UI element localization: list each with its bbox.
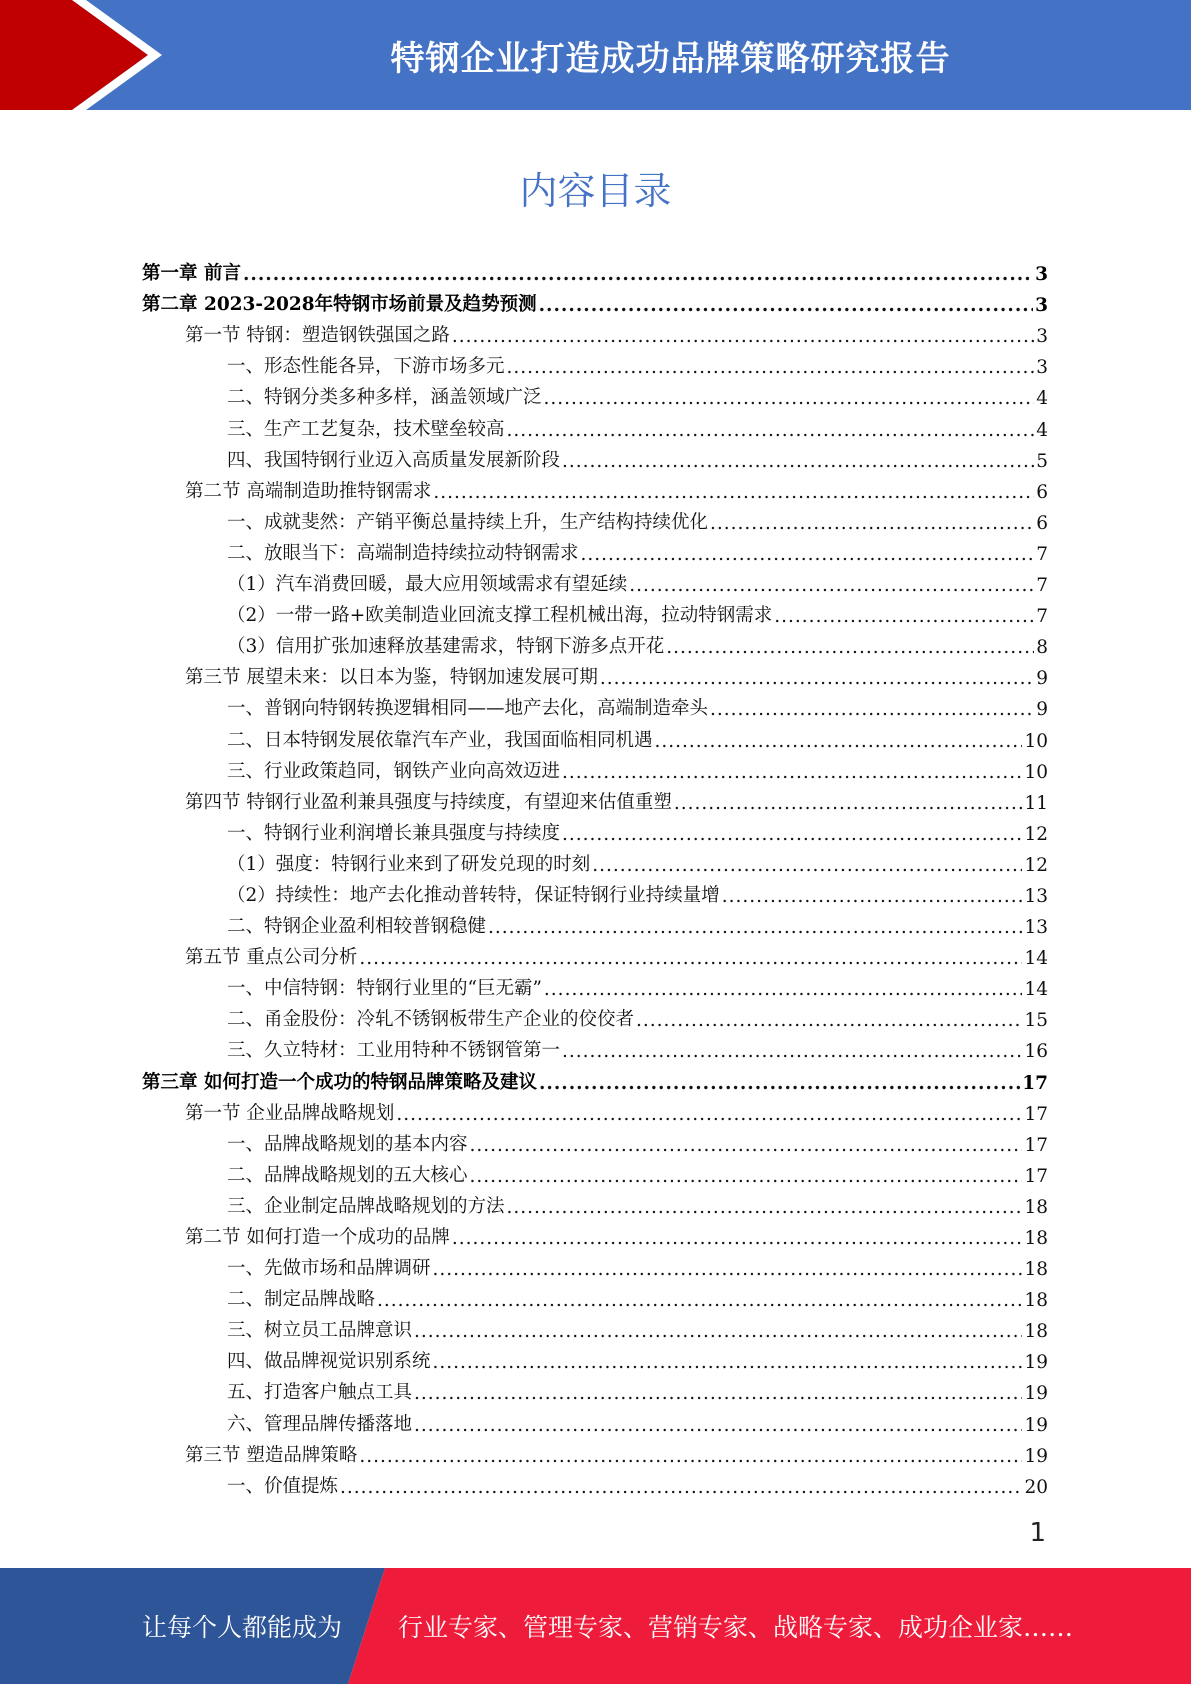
toc-entry-title: 一、形态性能各异，下游市场多元 <box>227 356 505 378</box>
toc-entry[interactable] <box>142 409 1048 440</box>
toc-entry-title: 第二节 如何打造一个成功的品牌 <box>185 1227 450 1248</box>
toc-entry-page: 12 <box>1024 854 1048 876</box>
toc-entry-page: 17 <box>1024 1103 1048 1125</box>
toc-entry-page: 16 <box>1024 1041 1048 1063</box>
toc-entry-page: 3 <box>1035 295 1048 317</box>
toc-dot-leader <box>592 855 1022 876</box>
toc-dot-leader <box>710 513 1034 534</box>
toc-entry[interactable] <box>142 907 1048 938</box>
toc-entry-page: 18 <box>1024 1321 1048 1343</box>
toc-entry[interactable] <box>142 876 1048 907</box>
toc-entry[interactable] <box>142 1436 1048 1467</box>
toc-dot-leader <box>507 1197 1023 1218</box>
toc-entry[interactable] <box>142 814 1048 845</box>
toc-dot-leader <box>414 1321 1022 1342</box>
toc-entry-title: 六、管理品牌传播落地 <box>227 1413 413 1435</box>
toc-entry[interactable] <box>142 1249 1048 1280</box>
report-title: 特钢企业打造成功品牌策略研究报告 <box>390 38 951 79</box>
toc-entry[interactable] <box>142 1094 1048 1125</box>
toc-entry-page: 17 <box>1024 1134 1048 1156</box>
toc-dot-leader <box>359 948 1022 969</box>
toc-entry-title: 一、普钢向特钢转换逻辑相同——地产去化，高端制造牵头 <box>227 698 709 720</box>
toc-entry[interactable] <box>142 1404 1048 1435</box>
toc-entry[interactable] <box>142 254 1048 285</box>
toc-dot-leader <box>340 1477 1022 1498</box>
toc-entry[interactable] <box>142 1000 1048 1031</box>
toc-dot-leader <box>581 544 1035 565</box>
toc-entry[interactable] <box>142 1062 1048 1093</box>
toc-dot-leader <box>539 1073 1020 1094</box>
toc-dot-leader <box>243 264 1033 285</box>
toc-entry[interactable] <box>142 565 1048 596</box>
toc-entry-page: 14 <box>1024 948 1048 970</box>
toc-dot-leader <box>507 357 1035 378</box>
toc-dot-leader <box>359 1446 1022 1467</box>
toc-entry-page: 19 <box>1024 1383 1048 1405</box>
toc-dot-leader <box>396 1104 1022 1125</box>
toc-entry-page: 7 <box>1036 575 1048 597</box>
toc-entry-page: 9 <box>1036 699 1048 721</box>
toc-entry[interactable] <box>142 1031 1048 1062</box>
toc-dot-leader <box>539 295 1034 316</box>
toc-entry[interactable] <box>142 783 1048 814</box>
toc-dot-leader <box>636 1010 1022 1031</box>
toc-entry-page: 17 <box>1022 1072 1048 1094</box>
toc-entry-page: 3 <box>1036 357 1048 379</box>
toc-entry[interactable] <box>142 720 1048 751</box>
toc-entry[interactable] <box>142 316 1048 347</box>
toc-entry-title: 第五节 重点公司分析 <box>185 947 358 969</box>
toc-dot-leader <box>722 886 1023 907</box>
toc-entry-title: 四、做品牌视觉识别系统 <box>227 1351 431 1373</box>
toc-entry[interactable] <box>142 285 1048 316</box>
toc-dot-leader <box>674 793 1023 814</box>
toc-entry-page: 11 <box>1024 792 1048 814</box>
toc-entry-title: 二、品牌战略规划的五大核心 <box>227 1164 468 1186</box>
toc-entry-title: 第一节 特钢：塑造钢铁强国之路 <box>185 325 450 347</box>
toc-dot-leader <box>544 388 1035 409</box>
toc-entry[interactable] <box>142 969 1048 1000</box>
toc-entry-page: 13 <box>1024 917 1048 939</box>
footer-banner <box>0 1568 1191 1684</box>
toc-entry-title: 第一节 企业品牌战略规划 <box>185 1102 395 1124</box>
toc-entry-title: 二、特钢分类多种多样，涵盖领域广泛 <box>227 387 542 409</box>
toc-entry[interactable] <box>142 378 1048 409</box>
toc-entry-title: 三、树立员工品牌意识 <box>227 1320 413 1342</box>
toc-entry-title: （1）汽车消费回暖，最大应用领域需求有望延续 <box>227 574 628 596</box>
toc-dot-leader <box>544 979 1023 1000</box>
toc-heading: 内容目录 <box>519 169 672 213</box>
toc-dot-leader <box>629 575 1034 596</box>
toc-entry-page: 3 <box>1035 264 1048 286</box>
toc-entry-page: 4 <box>1036 419 1048 441</box>
toc-dot-leader <box>414 1415 1022 1436</box>
toc-entry-title: 一、先做市场和品牌调研 <box>227 1258 431 1280</box>
toc-entry-title: 第三节 塑造品牌策略 <box>185 1444 358 1466</box>
toc-entry-title: 四、我国特钢行业迈入高质量发展新阶段 <box>227 449 561 471</box>
toc-entry-page: 18 <box>1024 1196 1048 1218</box>
toc-entry-page: 18 <box>1024 1259 1048 1281</box>
toc-dot-leader <box>562 762 1022 783</box>
toc-dot-leader <box>414 1383 1022 1404</box>
toc-entry-title: 二、甬金股份：冷轧不锈钢板带生产企业的佼佼者 <box>227 1009 635 1031</box>
toc-entry-title: 三、行业政策趋同，钢铁产业向高效迈进 <box>227 760 561 782</box>
toc-entry-title: 五、打造客户触点工具 <box>227 1382 413 1404</box>
toc-entry[interactable] <box>142 627 1048 658</box>
toc-entry[interactable] <box>142 845 1048 876</box>
toc-entry-title: （2）一带一路+欧美制造业回流支撑工程机械出海，拉动特钢需求 <box>227 605 773 627</box>
toc-entry-title: 一、品牌战略规划的基本内容 <box>227 1133 468 1155</box>
toc-dot-leader <box>774 606 1034 627</box>
table-of-contents <box>142 254 1048 1498</box>
toc-entry-title: 第一章 前言 <box>142 263 241 285</box>
toc-dot-leader <box>666 637 1034 658</box>
toc-entry-page: 19 <box>1024 1414 1048 1436</box>
toc-entry-title: 二、放眼当下：高端制造持续拉动特钢需求 <box>227 542 579 564</box>
toc-entry-title: 第二章 2023-2028年特钢市场前景及趋势预测 <box>142 294 537 316</box>
toc-entry-title: 第三章 如何打造一个成功的特钢品牌策略及建议 <box>142 1071 537 1093</box>
toc-entry-title: 一、成就斐然：产销平衡总量持续上升，生产结构持续优化 <box>227 511 709 533</box>
toc-entry[interactable] <box>142 658 1048 689</box>
toc-dot-leader <box>507 420 1035 441</box>
toc-entry-title: 一、价值提炼 <box>227 1475 339 1497</box>
toc-entry-page: 8 <box>1036 637 1048 659</box>
toc-entry-page: 7 <box>1036 606 1048 628</box>
toc-dot-leader <box>710 699 1034 720</box>
toc-dot-leader <box>452 1228 1023 1249</box>
toc-entry[interactable] <box>142 689 1048 720</box>
toc-dot-leader <box>600 668 1034 689</box>
toc-entry-page: 19 <box>1024 1352 1048 1374</box>
toc-entry-page: 15 <box>1024 1010 1048 1032</box>
toc-entry-title: 第四节 特钢行业盈利兼具强度与持续度，有望迎来估值重塑 <box>185 791 672 813</box>
toc-entry-title: 一、特钢行业利润增长兼具强度与持续度 <box>227 822 561 844</box>
toc-entry[interactable] <box>142 441 1048 472</box>
toc-entry-page: 10 <box>1024 761 1048 783</box>
toc-entry[interactable] <box>142 752 1048 783</box>
toc-entry-page: 6 <box>1036 512 1048 534</box>
toc-entry[interactable] <box>142 1125 1048 1156</box>
toc-entry-title: 二、特钢企业盈利相较普钢稳健 <box>227 916 487 938</box>
toc-entry-title: 三、企业制定品牌战略规划的方法 <box>227 1195 505 1217</box>
toc-entry[interactable] <box>142 596 1048 627</box>
toc-dot-leader <box>562 824 1022 845</box>
toc-entry-page: 7 <box>1036 543 1048 565</box>
toc-entry-title: （3）信用扩张加速释放基建需求，特钢下游多点开花 <box>227 636 665 658</box>
toc-dot-leader <box>488 917 1022 938</box>
toc-entry-title: （2）持续性：地产去化推动普转特，保证特钢行业持续量增 <box>227 884 720 906</box>
toc-entry-title: 三、久立特材：工业用特种不锈钢管第一 <box>227 1040 561 1062</box>
toc-entry-page: 14 <box>1024 979 1048 1001</box>
toc-dot-leader <box>562 1041 1022 1062</box>
toc-dot-leader <box>655 731 1023 752</box>
toc-entry[interactable] <box>142 1280 1048 1311</box>
toc-entry-title: 三、生产工艺复杂，技术壁垒较高 <box>227 418 505 440</box>
toc-dot-leader <box>562 451 1034 472</box>
toc-entry[interactable] <box>142 1156 1048 1187</box>
toc-entry-page: 9 <box>1036 668 1048 690</box>
toc-entry[interactable] <box>142 1373 1048 1404</box>
toc-entry-page: 20 <box>1024 1476 1048 1498</box>
toc-entry-page: 4 <box>1036 388 1048 410</box>
toc-entry[interactable] <box>142 347 1048 378</box>
toc-entry-title: 一、中信特钢：特钢行业里的“巨无霸” <box>227 978 542 1000</box>
toc-entry-page: 18 <box>1024 1290 1048 1312</box>
toc-entry-page: 12 <box>1024 823 1048 845</box>
toc-entry[interactable] <box>142 938 1048 969</box>
toc-entry-page: 17 <box>1024 1165 1048 1187</box>
toc-entry[interactable] <box>142 1218 1048 1249</box>
toc-entry-title: 二、制定品牌战略 <box>227 1289 376 1311</box>
toc-entry-page: 5 <box>1036 450 1048 472</box>
toc-entry[interactable] <box>142 534 1048 565</box>
toc-entry[interactable] <box>142 1311 1048 1342</box>
toc-entry-page: 3 <box>1036 326 1048 348</box>
toc-dot-leader <box>470 1166 1023 1187</box>
footer-slogan-left: 让每个人都能成为 <box>142 1613 343 1642</box>
toc-entry-title: 第二节 高端制造助推特钢需求 <box>185 480 432 502</box>
toc-entry-page: 19 <box>1024 1445 1048 1467</box>
toc-entry-page: 18 <box>1024 1228 1048 1249</box>
toc-entry[interactable] <box>142 503 1048 534</box>
page-number: 1 <box>1029 1518 1046 1548</box>
toc-entry[interactable] <box>142 1467 1048 1498</box>
toc-entry[interactable] <box>142 472 1048 503</box>
toc-dot-leader <box>433 1352 1023 1373</box>
toc-dot-leader <box>433 1259 1023 1280</box>
toc-dot-leader <box>470 1135 1023 1156</box>
toc-entry-page: 6 <box>1036 481 1048 503</box>
toc-entry-page: 13 <box>1024 885 1048 907</box>
toc-dot-leader <box>452 326 1034 347</box>
toc-entry-page: 10 <box>1024 730 1048 752</box>
toc-entry-title: 第三节 展望未来：以日本为鉴，特钢加速发展可期 <box>185 667 598 689</box>
toc-entry[interactable] <box>142 1187 1048 1218</box>
toc-entry[interactable] <box>142 1342 1048 1373</box>
toc-entry-title: （1）强度：特钢行业来到了研发兑现的时刻 <box>227 853 591 875</box>
toc-dot-leader <box>377 1290 1022 1311</box>
toc-entry-title: 二、日本特钢发展依靠汽车产业，我国面临相同机遇 <box>227 729 653 751</box>
header-banner <box>0 0 1191 110</box>
toc-dot-leader <box>433 482 1034 503</box>
footer-slogan-right: 行业专家、管理专家、营销专家、战略专家、成功企业家…… <box>398 1613 1074 1642</box>
